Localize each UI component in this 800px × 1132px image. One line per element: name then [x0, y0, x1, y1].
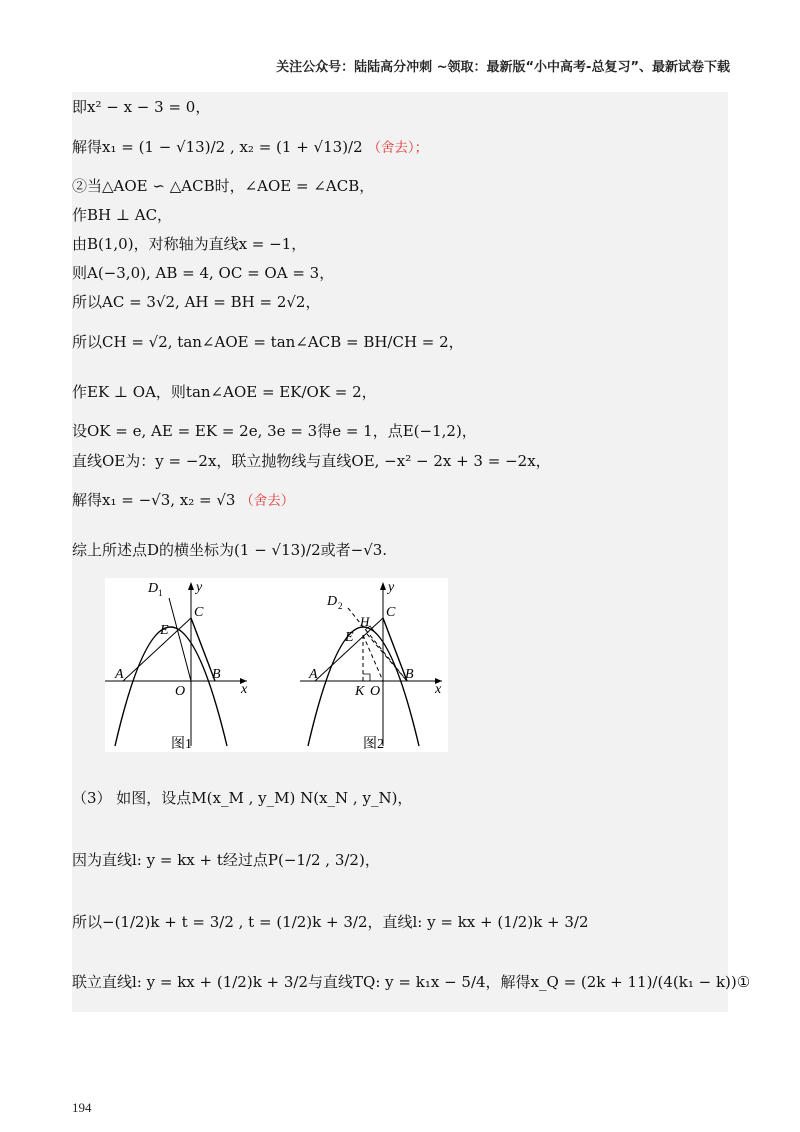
fig1-parabola [115, 627, 227, 746]
fig1-label-D-sub: 1 [158, 588, 163, 598]
figure-pair [105, 578, 448, 752]
fig2-label-A: A [309, 667, 318, 682]
eq-line-10: 设OK = e, AE = EK = 2e, 3e = 3得e = 1，点E(−1,2)， [72, 422, 477, 440]
fig2-label-K: K [355, 684, 365, 699]
eq-line-12-math: 解得x₁ = −√3, x₂ = √3 [72, 491, 236, 509]
fig1-label-C: C [194, 605, 204, 620]
fig2-label-D-sub: 2 [338, 601, 343, 611]
eq-line-12 [72, 490, 294, 511]
eq-line-2 [72, 137, 428, 158]
fig1-label-y: y [196, 580, 203, 595]
eq-line-6: 则A(−3,0), AB = 4, OC = OA = 3， [72, 264, 335, 282]
fig1-line-AC [123, 618, 191, 681]
fig2-line-DB [348, 608, 407, 681]
eq-line-9: 作EK ⊥ OA，则tan∠AOE = EK/OK = 2， [72, 383, 377, 401]
eq-line-5: 由B(1,0)，对称轴为直线x = −1， [72, 235, 307, 253]
fig2-label-H: H [360, 614, 370, 629]
fig1-label-D: D [148, 581, 159, 596]
eq-line-2-math: 解得x₁ = (1 − √13)/2 , x₂ = (1 + √13)/2 [72, 138, 363, 156]
fig2-label-x: x [435, 682, 442, 697]
figure-2 [300, 580, 442, 752]
fig2-label-C: C [386, 605, 396, 620]
eq-line-3: ②当△AOE ∽ △ACB时，∠AOE = ∠ACB， [72, 177, 375, 195]
fig2-right-angle-K [363, 674, 370, 681]
fig1-caption: 图1 [171, 737, 192, 752]
fig2-label-y: y [388, 580, 395, 595]
page-number: 194 [72, 1100, 92, 1115]
figure-1 [105, 580, 248, 752]
fig2-caption: 图2 [363, 737, 384, 752]
page-header: 关注公众号：陆陆高分冲刺 ~领取：最新版“小中高考-总复习”、最新试卷下载 [276, 60, 730, 75]
fig2-line-AC [315, 618, 383, 681]
eq-line-14: （3） 如图，设点M(x_M , y_M) N(x_N , y_N)， [72, 789, 413, 807]
eq-line-16: 所以−(1/2)k + t = 3/2 , t = (1/2)k + 3/2，直线l: y = kx + (1/2)k + 3/2 [72, 913, 589, 931]
eq-line-17: 联立直线l: y = kx + (1/2)k + 3/2与直线TQ: y = k₁x − 5/4，解得x_Q = (2k + 11)/(4(k₁ − k))① [72, 973, 751, 991]
fig1-label-B: B [212, 667, 221, 682]
fig1-label-E: E [160, 623, 169, 638]
eq-line-8: 所以CH = √2, tan∠AOE = tan∠ACB = BH/CH = 2， [72, 333, 464, 351]
eq-line-12-note: （舍去） [240, 493, 295, 509]
fig1-label-x: x [241, 682, 248, 697]
figure-svg [105, 578, 448, 752]
fig1-label-A: A [115, 667, 124, 682]
eq-line-13: 综上所述点D的横坐标为(1 − √13)/2或者−√3. [72, 541, 388, 559]
fig2-label-O: O [370, 684, 381, 699]
fig2-label-B: B [405, 667, 414, 682]
fig1-y-arrow [188, 582, 194, 590]
eq-line-15: 因为直线l: y = kx + t经过点P(−1/2 , 3/2)， [72, 851, 380, 869]
eq-line-1: 即x² − x − 3 = 0， [72, 98, 211, 116]
eq-line-11: 直线OE为：y = −2x，联立抛物线与直线OE, −x² − 2x + 3 = −2x， [72, 452, 551, 470]
fig1-label-O: O [175, 684, 186, 699]
fig1-line-DO [169, 598, 191, 681]
eq-line-2-note: （舍去）； [367, 140, 429, 156]
fig2-label-E: E [345, 630, 354, 645]
eq-line-7: 所以AC = 3√2, AH = BH = 2√2， [72, 293, 321, 311]
eq-line-4: 作BH ⊥ AC， [72, 206, 173, 224]
fig2-y-arrow [380, 582, 386, 590]
fig2-line-CB [383, 618, 407, 681]
fig2-label-D: D [327, 594, 338, 609]
